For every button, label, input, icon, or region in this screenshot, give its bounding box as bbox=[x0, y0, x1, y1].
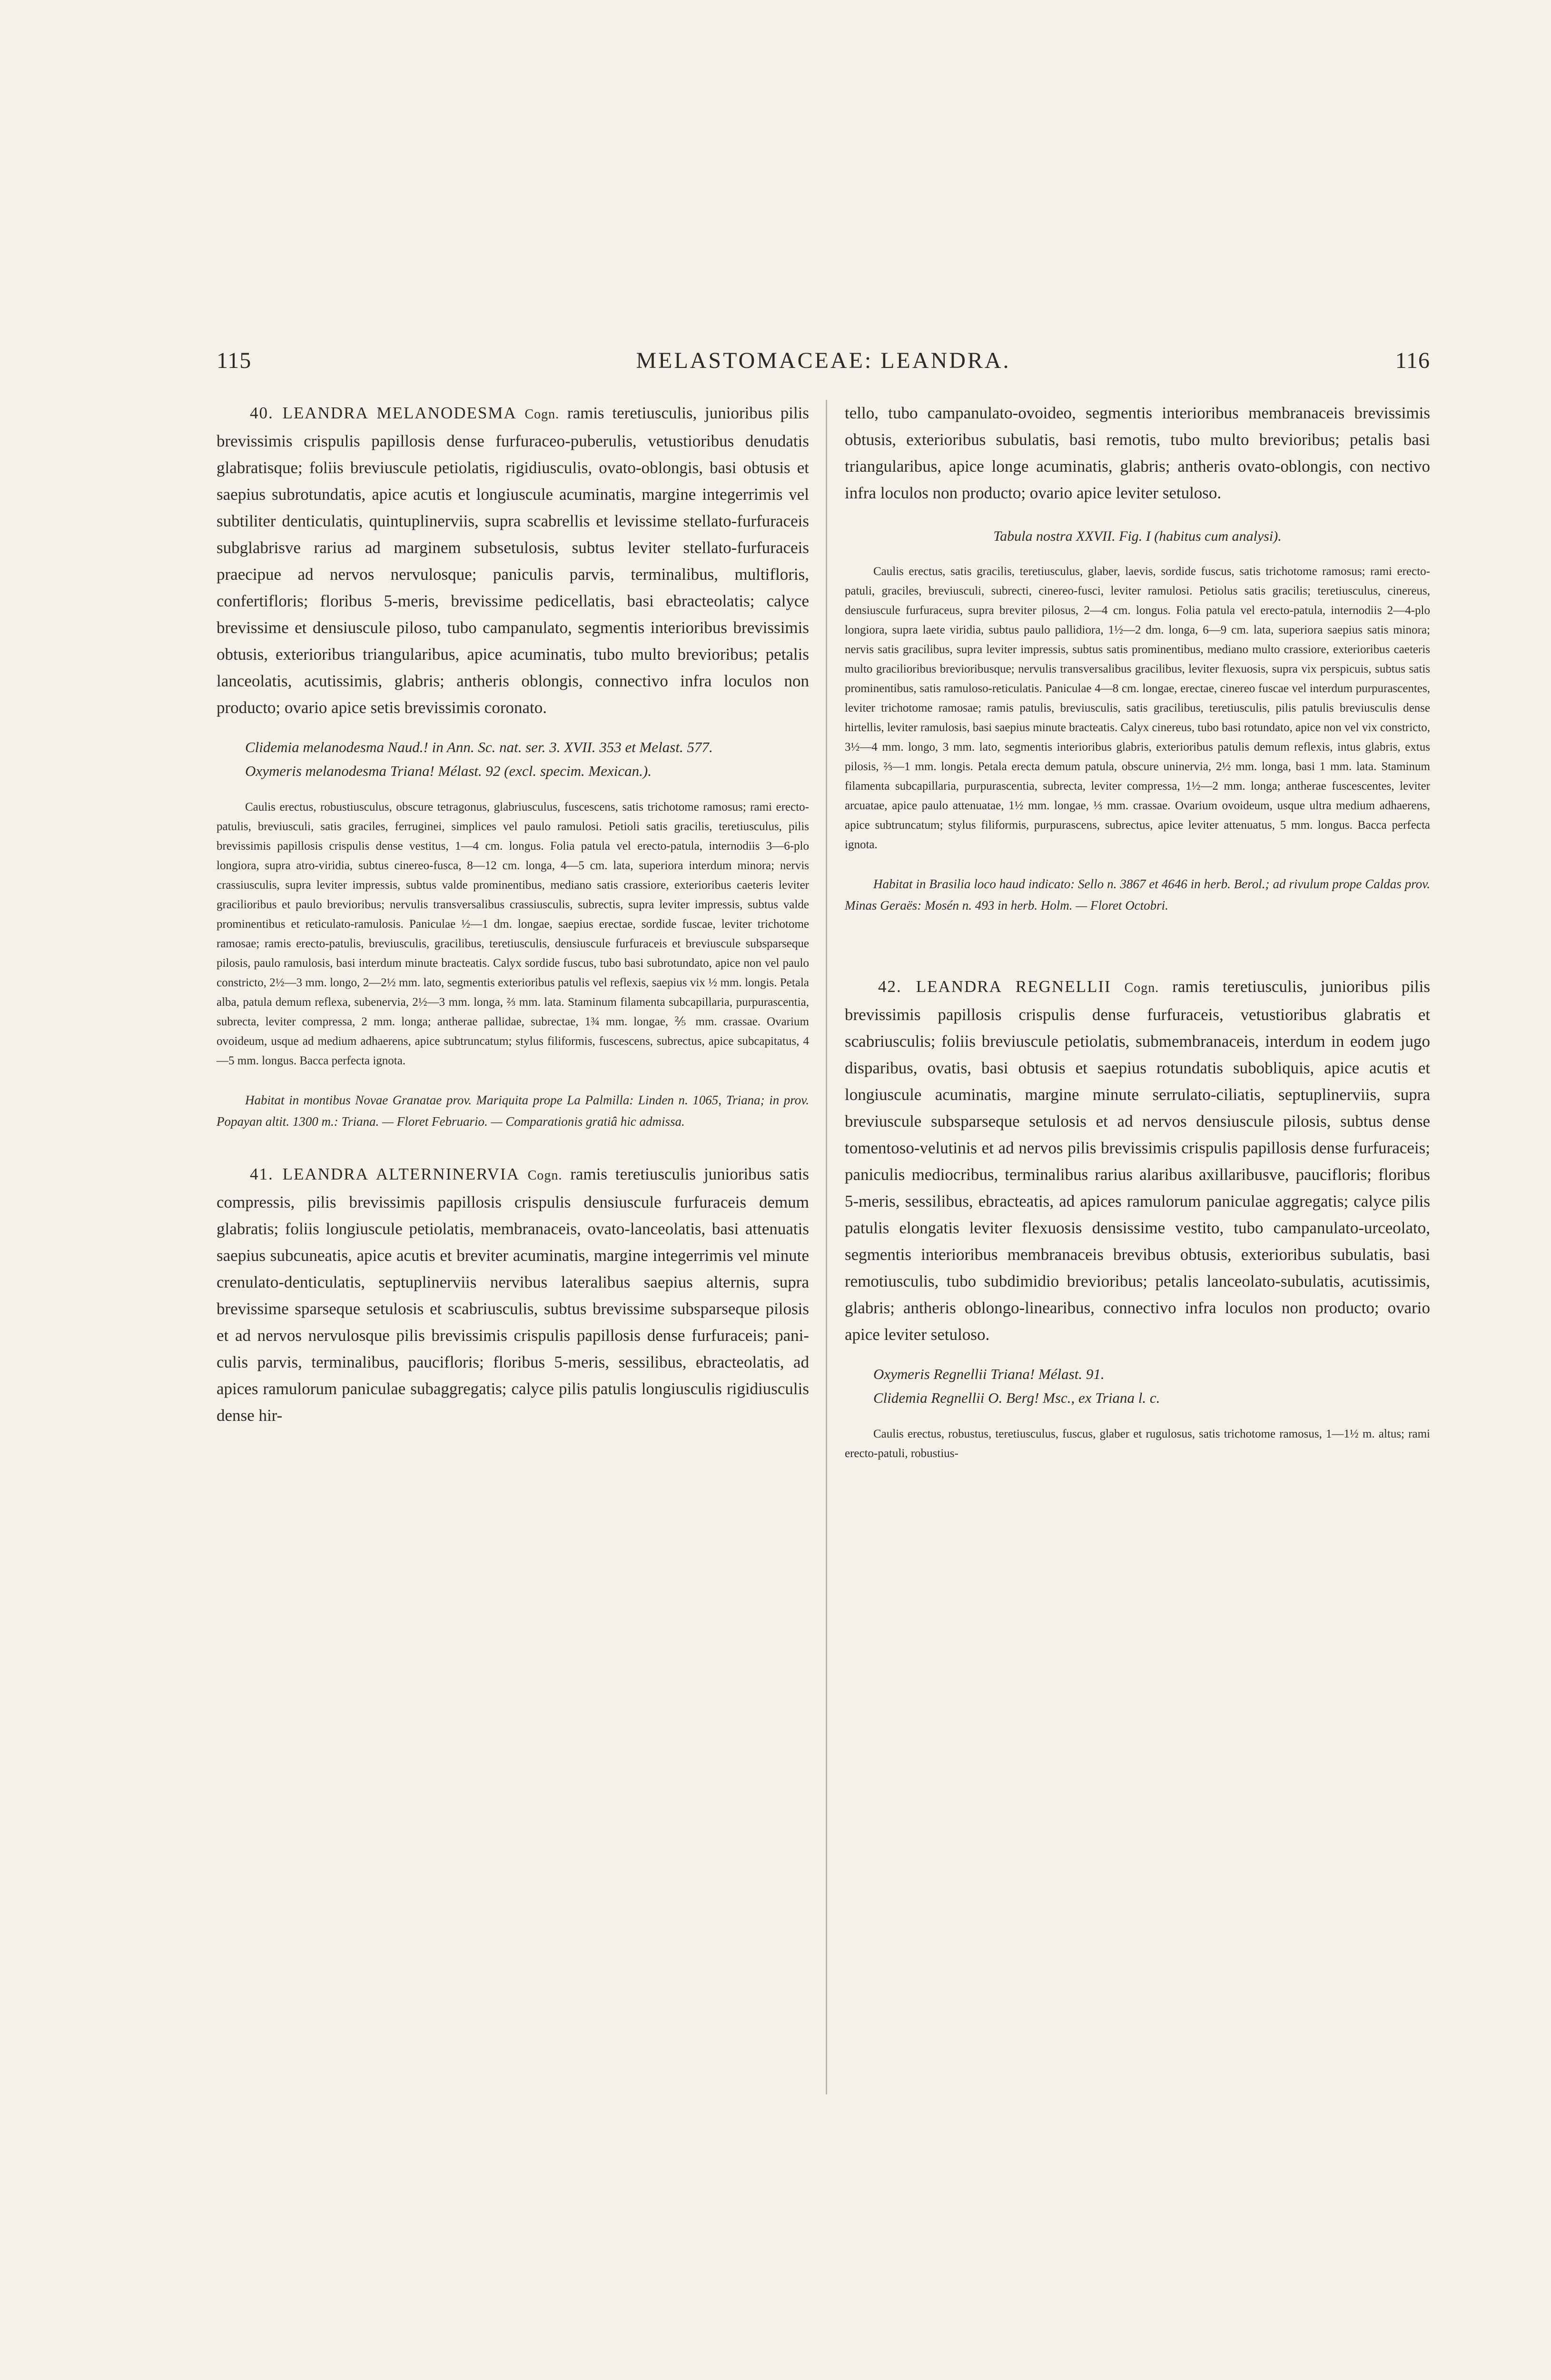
species-41-plate-reference: Tabula nostra XXVII. Fig. I (habitus cum analysi). bbox=[993, 528, 1282, 544]
species-42-author: Cogn. bbox=[1124, 981, 1159, 995]
species-41-habitat: Habitat in Brasilia loco haud indicato: Sello n. 3867 et 4646 in herb. Berol.; ad rivulum prope Caldas prov. Minas Geraës: Mosén n. 493 in herb. Holm. — Floret Octobri. bbox=[845, 877, 1430, 912]
species-40-diagnosis bbox=[217, 400, 809, 721]
species-41-diagnosis-continued: tello, tubo campanulato-ovoideo, segmentis interioribus membranaceis brevissimis obtusis, exterioribus subulatis, basi remotis, tubo multo brevioribus; petalis basi triangularibus, apice longe acuminatis, glabris; antheris ovato-oblongis, con nectivo infra loculos non producto; ovario apice leviter setuloso. bbox=[845, 404, 1430, 502]
species-40-synonym-2: Oxymeris melanodesma Triana! Mélast. 92 (excl. specim. Mexican.). bbox=[245, 763, 652, 779]
species-41-text: ramis teretiusculis junioribus satis compressis, pilis brevissimis papillosis crispulis densiuscule furfuraceis demum glabratis; foliis longiuscule petiolatis, membranaceis, ovato-lanceolatis, basi attenuatis saepius subcuneatis, apice acutis et breviter acuminatis, margine integerrimis vel minute crenulato-denticulatis, septuplinerviis nervibus lateralibus saepius alternis, supra brevissime sparseque setulosis et scabriusculis, subtus brevissime subsparseque pilosis et ad nervos nervulosque pilis brevissimis crispulis papillosis dense furfuraceis; paniculis parvis, terminalibus, paucifloris; floribus 5-meris, sessilibus, ebracteolatis, ad apices ramulorum paniculae subaggregatis; calyce pilis patulis longiusculis rigidiusculis dense hir- bbox=[217, 1165, 810, 1425]
species-42-heading: 42. LEANDRA REGNELLII bbox=[878, 977, 1111, 996]
running-title: MELASTOMACEAE: LEANDRA. bbox=[636, 348, 1011, 373]
left-column bbox=[217, 400, 809, 1429]
species-40-heading: 40. LEANDRA MELANODESMA bbox=[250, 404, 517, 422]
species-40-synonym-1: Clidemia melanodesma Naud.! in Ann. Sc. nat. ser. 3. XVII. 353 et Melast. 577. bbox=[245, 739, 713, 755]
column-divider bbox=[826, 400, 827, 2094]
species-40-text: ramis teretiusculis, junioribus pilis brevissimis crispulis papillosis dense furfuraceo-puberulis, vetustioribus denudatis glabratisque; foliis breviuscule petiolatis, rigidiusculis, ovato-oblongis, basi obtusis et saepius subrotundatis, apice acutis et longiuscule acuminatis, margine integerrimis vel subtiliter denticulatis, quintuplinerviis, supra scabrellis et levissime stellato-furfuraceis subglabrisve rarius ad marginem subsetulosis, subtus leviter stellato-furfuraceis praecipue ad nervos nervulosque; paniculis parvis, terminalibus, multifloris, confertifloris; floribus 5-meris, brevissime pedicellatis, basi ebracteolatis; calyce brevissime et densiuscule piloso, tubo campanulato, segmentis interioribus brevissimis obtusis, exterioribus triangularibus, apice acuminatis, tubo multo brevioribus; petalis lanceolatis, acutissimis, glabris; antheris oblongis, connectivo infra loculos non producto; ovario apice setis brevissimis coronato. bbox=[217, 404, 810, 717]
species-42-description: Caulis erectus, robustus, teretiusculus, fuscus, glaber et rugulosus, satis trichotome ramosus, 1—1½ m. altus; rami erecto-patuli, robustius- bbox=[845, 1428, 1430, 1460]
species-42-synonym-2: Clidemia Regnellii O. Berg! Msc., ex Triana l. c. bbox=[873, 1389, 1160, 1406]
species-41-diagnosis bbox=[217, 1161, 809, 1429]
page-number-left: 115 bbox=[217, 348, 252, 373]
species-40-author: Cogn. bbox=[524, 407, 560, 422]
page-number-right: 116 bbox=[1395, 348, 1430, 373]
right-column bbox=[845, 400, 1430, 1463]
running-header bbox=[217, 347, 1430, 381]
species-41-description: Caulis erectus, satis gracilis, teretiusculus, glaber, laevis, sordide fuscus, satis trichotome ramosus; rami erecto-patuli, graciles, breviusculi, subrecti, cinereo-fusci, leviter ramulosi. Petiolus satis gracilis; teretiusculus, cinereus, densiuscule furfuraceus, supra breviter pilosus, 2—4 cm. longus. Folia patula vel erecto-patula, internodiis 2—4-plo longiora, supra laete viridia, subtus paulo pallidiora, 1½—2 dm. longa, 6—9 cm. lata, superiora saepius satis minora; nervis satis gracilibus, supra leviter impressis, subtus satis prominentibus, mediano multo crassiore, exterioribus caeteris multo gracilioribus brevioribusque; nervulis transversalibus gracilibus, leviter flexuosis, supra vix perspicuis, subtus satis prominentibus, satis ramuloso-reticulatis. Paniculae 4—8 cm. longae, erectae, cinereo fuscae vel interdum purpurascentes, leviter trichotome ramosae; ramis patulis, breviusculis, satis gracilibus, teretiusculis, pilis patulis breviusculis dense hirtellis, leviter ramulosis, basi saepius minute bracteatis. Calyx cinereus, tubo basi rotundato, apice non vel vix constricto, 3½—4 mm. longo, 3 mm. lato, segmentis interioribus glabris, exterioribus patulis demum reflexis, intus glabris, extus pilosis, ⅔—1 mm. longis. Petala erecta demum patula, obscure uninervia, 2½ mm. longa, basi 1 mm. lata. Staminum filamenta subcapillaria, purpurascentia, subrecta, leviter compressa, 1½—2 mm. longa; antherae fuscescentes, leviter arcuatae, apice paulo attenuatae, 1½ mm. longae, ⅓ mm. crassae. Ovarium ovoideum, usque ultra medium adhaerens, apice subtruncatum; stylus filiformis, purpurascens, subrectus, apice leviter attenuatus, 5 mm. longus. Bacca perfecta ignota. bbox=[845, 565, 1430, 851]
species-40-description: Caulis erectus, robustiusculus, obscure tetragonus, glabriusculus, fuscescens, satis trichotome ramosus; rami erecto-patulis, breviusculi, satis graciles, ferruginei, simplices vel paulo ramulosi. Petioli satis gracilis, teretiusculus, pilis brevissimis papillosis crispulis dense vestitus, 1—4 cm. longus. Folia patula vel erecto-patula, internodiis 3—6-plo longiora, supra atro-viridia, subtus cinereo-fusca, 8—12 cm. longa, 4—5 cm. lata, superiora interdum minora; nervis crassiusculis, supra leviter impressis, subtus valde prominentibus, mediano satis crassiore, exterioribus caeteris leviter gracilioribus et paulo brevioribus; nervulis transversalibus crassiusculis, subrectis, supra leviter impressis, subtus valde prominentibus et reticulato-ramulosis. Paniculae ½—1 dm. longae, saepius erectae, sordide fuscae, leviter trichotome ramosae; ramis erecto-patulis, breviusculis, gracilibus, teretiusculis, densiuscule furfuraceis et breviuscule subsparseque pilosis, paulo ramulosis, basi interdum minute bracteatis. Calyx sordide fuscus, tubo basi subrotundato, apice non vel paulo constricto, 2½—3 mm. longo, 2—2½ mm. lato, segmentis exterioribus patulis vel reflexis, saepius vix ½ mm. longis. Petala alba, patula demum reflexa, subenervia, 2½—3 mm. longa, ⅔ mm. lata. Staminum filamenta subcapillaria, purpurascentia, subrecta, leviter compressa, 2 mm. longa; antherae pallidae, subrectae, 1¾ mm. longae, ⅖ mm. crassae. Ovarium ovoideum, usque ad medium adhaerens, apice subtruncatum; stylus filiformis, fuscescens, subrectus, apice subcapitatus, 4—5 mm. longus. Bacca perfecta ignota. bbox=[217, 801, 809, 1067]
species-42-synonym-1: Oxymeris Regnellii Triana! Mélast. 91. bbox=[873, 1366, 1105, 1382]
species-42-text: ramis teretiusculis, junioribus pilis brevissimis papillosis crispulis dense furfuraceis, vetustioribus glabratis et scabriusculis; foliis breviuscule petiolatis, submembranaceis, interdum in eodem jugo disparibus, ovatis, basi obtusis et saepius rotundatis subobliquis, apice acutis et longiuscule acuminatis, margine minute serrulato-ciliatis, septuplinerviis, supra breviuscule subsparseque setulosis et ad nervos densiuscule pilosis, subtus dense tomentoso-velutinis et ad nervos pilis brevissimis crispulis papillosis dense furfuraceis; paniculis mediocribus, terminalibus rarius alaribus axillaribusve, paucifloris; floribus 5-meris, sessilibus, ebracteatis, ad apices ramulorum paniculae aggregatis; calyce pilis patulis elongatis leviter flexuosis densissime vestito, tubo campanulato-urceolato, segmentis interioribus membranaceis brevibus obtusis, exterioribus subulatis, basi remotiusculis, tubo subdimidio brevioribus; petalis lanceolato-subulatis, acutissimis, glabris; antheris oblongo-linearibus, connectivo infra loculos non producto; ovario apice leviter setuloso. bbox=[845, 977, 1430, 1344]
species-42-diagnosis bbox=[845, 973, 1430, 1348]
species-40-habitat: Habitat in montibus Novae Granatae prov. Mariquita prope La Palmilla: Linden n. 1065, Triana; in prov. Popayan altit. 1300 m.: Triana. — Floret Februario. — Comparationis gratiâ hic admissa. bbox=[217, 1093, 809, 1129]
species-41-heading: 41. LEANDRA ALTERNINERVIA bbox=[250, 1165, 520, 1183]
species-41-author: Cogn. bbox=[527, 1168, 563, 1183]
